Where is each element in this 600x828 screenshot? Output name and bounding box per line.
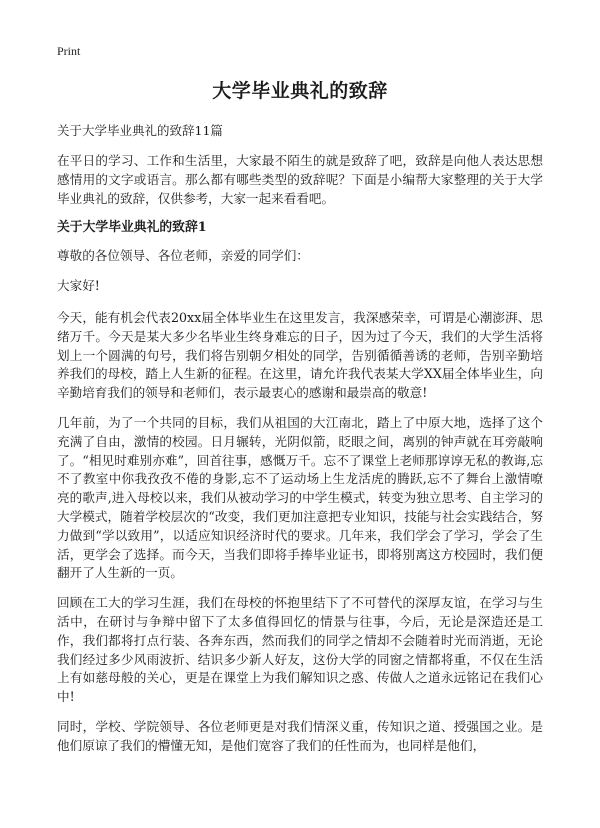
greeting: 大家好! bbox=[57, 278, 100, 294]
document-page bbox=[57, 76, 543, 767]
body-paragraph: 今天，能有机会代表20xx届全体毕业生在这里发言，我深感荣幸，可谓是心潮澎湃、思绪万千。今天是某大多少名毕业生终身难忘的日子，因为过了今天，我们的大学生活将划上一个圆满的句号，我们将告别朝夕相处的同学，告别循循善诱的老师，告别辛勤培养我们的母校，踏上人生新的征程。在这里，请允许我代表某大学XX届全体毕业生，向辛勤培育我们的领导和老师们，表示最衷心的感谢和最崇高的敬意! bbox=[57, 309, 543, 401]
body-paragraph: 几年前，为了一个共同的目标，我们从祖国的大江南北，踏上了中原大地，选择了这个充满了自由，激情的校园。日月辗转，光阴似箭，眨眼之间，离别的钟声就在耳旁敲响了。“相见时难别亦难”，回首往事，感慨万千。忘不了课堂上老师那谆谆无私的教诲,忘不了教室中你我孜孜不倦的身影,忘不了运动场上生龙活虎的腾跃,忘不了舞台上激情嘹亮的歌声,进入母校以来，我们从被动学习的中学生模式，转变为独立思考、自主学习的大学模式，随着学校层次的“改变，我们更加注意把专业知识，技能与社会实践结合，努力做到“学以致用”，以适应知识经济时代的要求。几年来，我们学会了学习，学会了生活，更学会了选择。而今天，当我们即将手捧毕业证书，即将别离这方校园时，我们便翻开了人生新的一页。 bbox=[57, 414, 543, 581]
print-link[interactable]: Print bbox=[57, 44, 81, 58]
page-title: 大学毕业典礼的致辞 bbox=[212, 80, 388, 102]
document-subtitle: 关于大学毕业典礼的致辞11篇 bbox=[57, 123, 223, 138]
body-paragraph: 同时，学校、学院领导、各位老师更是对我们情深义重，传知识之道、授强国之业。是他们原谅了我们的懵懂无知，是他们宽容了我们的任性而为，也同样是他们， bbox=[57, 718, 543, 753]
intro-paragraph: 在平日的学习、工作和生活里，大家最不陌生的就是致辞了吧，致辞是向他人表达思想感情用的文字或语言。那么都有哪些类型的致辞呢？下面是小编帮大家整理的关于大学毕业典礼的致辞，仅供参考，大家一起来看看吧。 bbox=[57, 153, 543, 206]
salutation: 尊敬的各位领导、各位老师，亲爱的同学们： bbox=[57, 248, 309, 264]
section-heading: 关于大学毕业典礼的致辞1 bbox=[57, 220, 207, 236]
body-paragraph: 回顾在工大的学习生涯，我们在母校的怀抱里结下了不可替代的深厚友谊，在学习与生活中，在研讨与争辩中留下了太多值得回忆的情景与往事，今后，无论是深造还是工作，我们都将打点行装、各奔东西，然而我们的同学之情却不会随着时光而消逝，无论我们经过多少风雨波折、结识多少新人好友，这份大学的同窗之情都将重，不仅在生活上有如慈母般的关心，更是在课堂上为我们解知识之惑、传做人之道永远铭记在我们心中! bbox=[57, 595, 543, 705]
